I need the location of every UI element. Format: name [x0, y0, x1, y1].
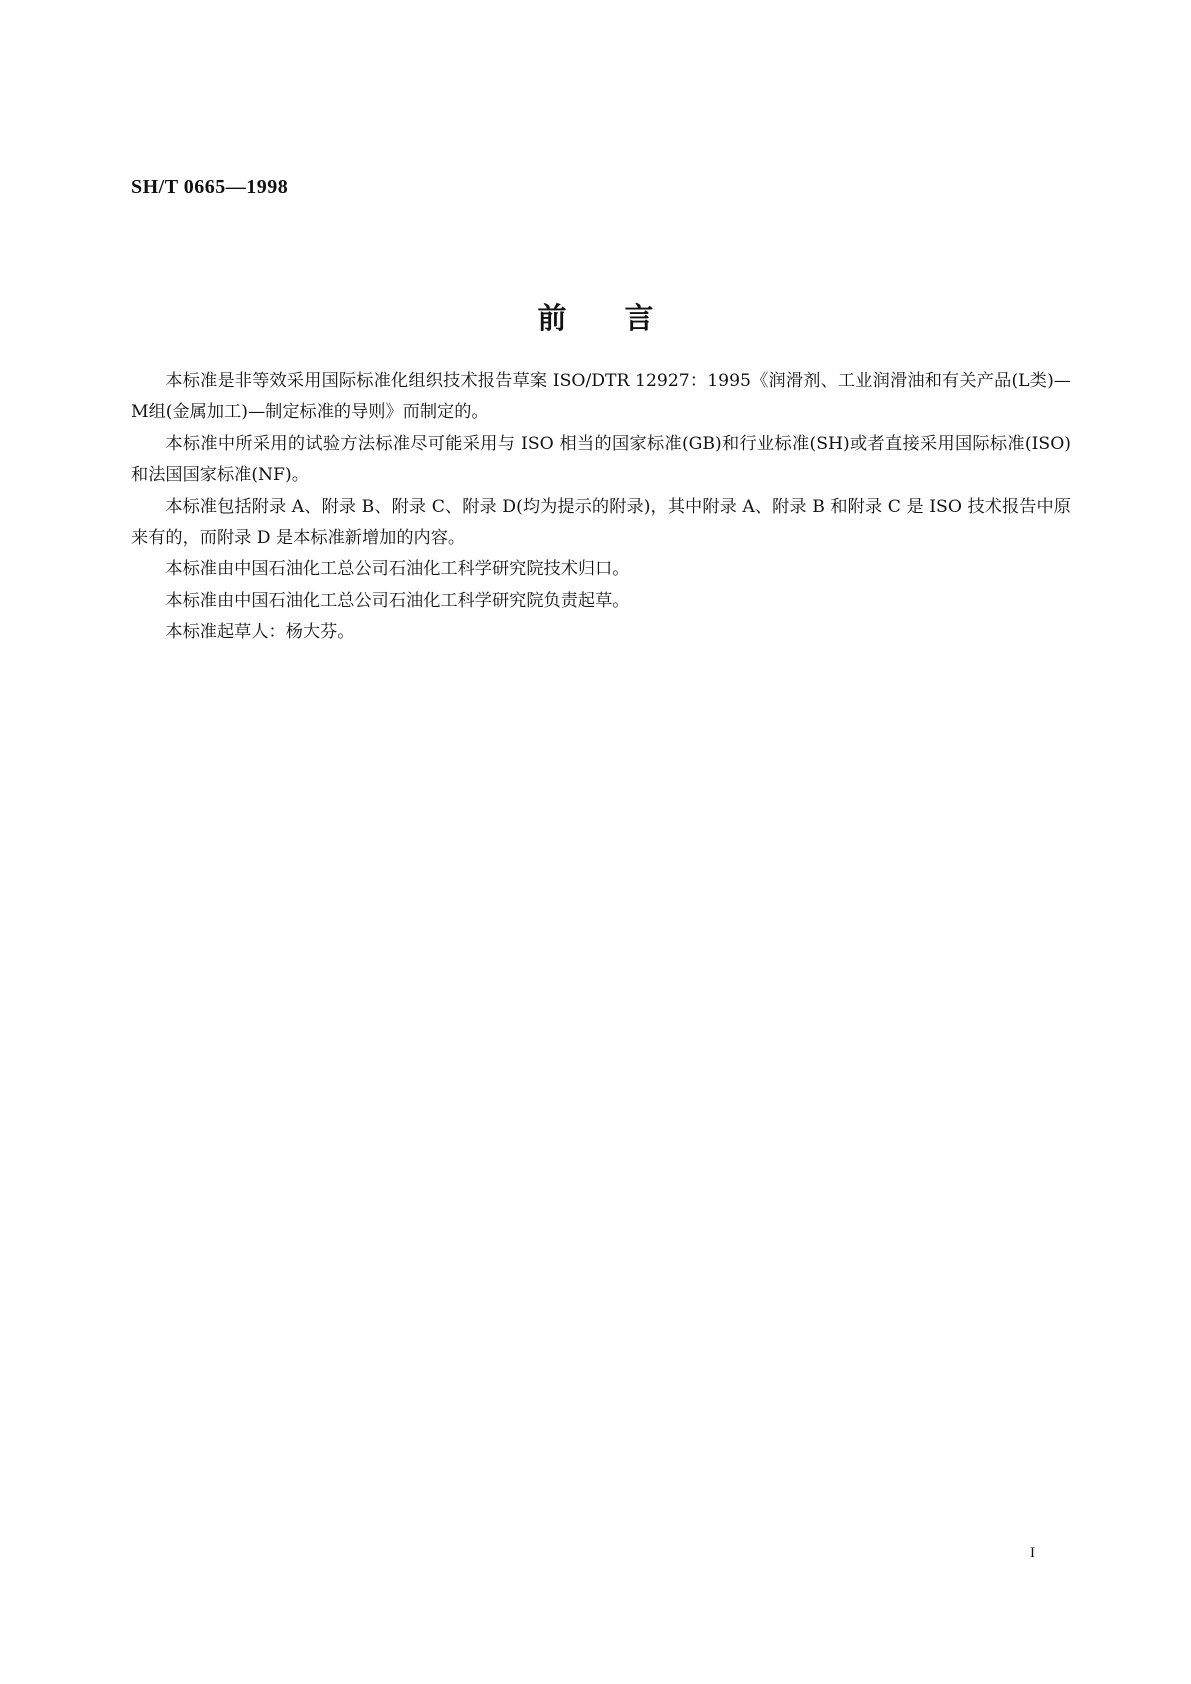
paragraph-adoption: 本标准是非等效采用国际标准化组织技术报告草案 ISO/DTR 12927：1995《润滑剂、工业润滑油和有关产品(L类)—M组(金属加工)—制定标准的导则》而制定的。	[131, 371, 1071, 423]
paragraph-appendices: 本标准包括附录 A、附录 B、附录 C、附录 D(均为提示的附录)，其中附录 A、附录 B 和附录 C 是 ISO 技术报告中原来有的，而附录 D 是本标准新增加的内容。	[131, 496, 1071, 549]
foreword-body	[131, 366, 1071, 649]
paragraph-responsible-unit: 本标准由中国石油化工总公司石油化工科学研究院技术归口。	[165, 559, 630, 580]
paragraph-drafting-unit: 本标准由中国石油化工总公司石油化工科学研究院负责起草。	[165, 590, 630, 611]
paragraph-test-methods: 本标准中所采用的试验方法标准尽可能采用与 ISO 相当的国家标准(GB)和行业标准(SH)或者直接采用国际标准(ISO)和法国国家标准(NF)。	[131, 433, 1071, 486]
standard-code: SH/T 0665—1998	[131, 176, 289, 198]
page-title: 前言	[537, 301, 712, 335]
paragraph-drafter: 本标准起草人：杨大芬。	[165, 622, 355, 643]
page-number: I	[1030, 1545, 1035, 1561]
